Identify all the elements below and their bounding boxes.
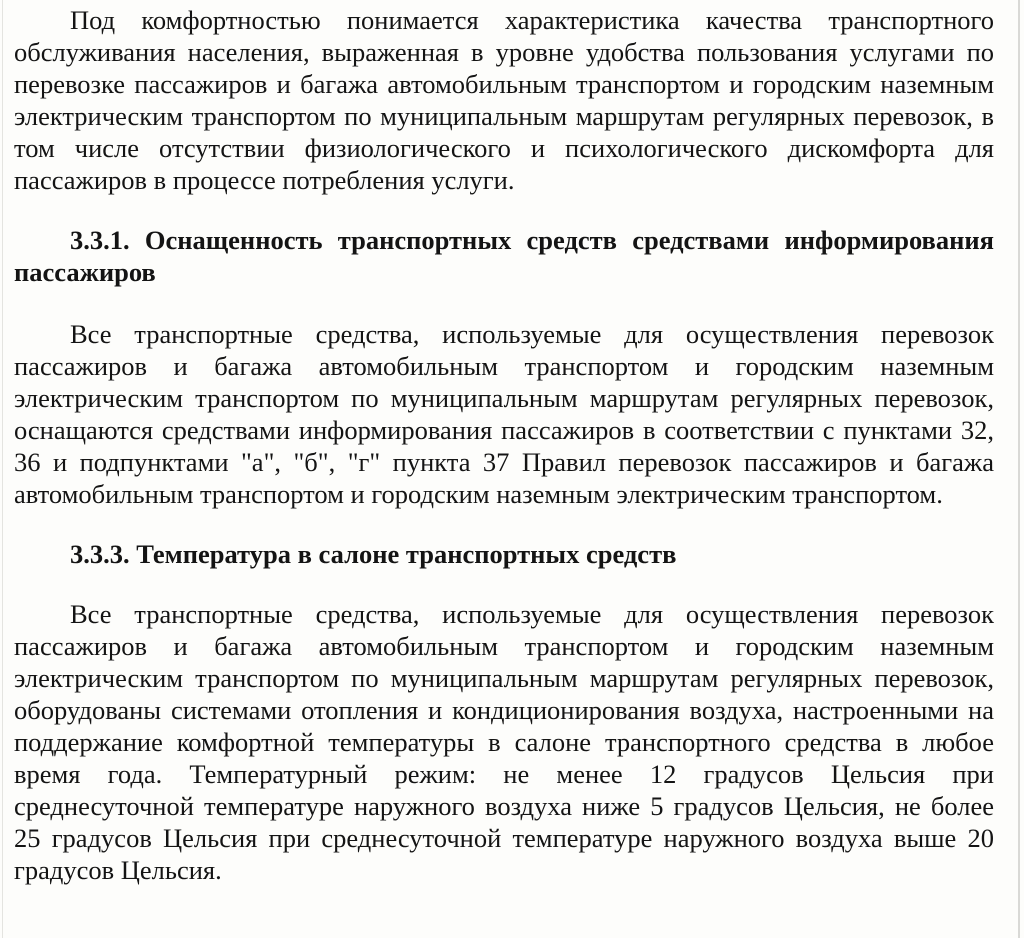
spacer (14, 510, 994, 538)
section-heading-3-3-1: 3.3.1. Оснащенность транспортных средств средствами информирования пассажиров (14, 225, 994, 287)
intro-paragraph: Под комфортностью понимается характеристика качества транспортного обслуживания населения, выраженная в уровне удобства пользования услугами по перевозке пассажиров и багажа автомобильным транспортом и городским наземным электрическим транспортом по муниципальным маршрутам регулярных перевозок, в том числе отсутствии физиологического и психологического дискомфорта для пассажиров в процессе потребления услуги. (14, 5, 994, 195)
spacer (14, 570, 994, 598)
section-body-3-3-1: Все транспортные средства, используемые для осуществления перевозок пассажиров и багажа автомобильным транспортом и городским наземным электрическим транспортом по муниципальным маршрутам регулярных перевозок, оснащаются средствами информирования пассажиров в соответствии с пунктами 32, 36 и подпунктами "а", "б", "г" пункта 37 Правил перевозок пассажиров и багажа автомобильным транспортом и городским наземным электрическим транспортом. (14, 319, 994, 509)
spacer (14, 288, 994, 318)
section-body-3-3-3: Все транспортные средства, используемые для осуществления перевозок пассажиров и багажа автомобильным транспортом и городским наземным электрическим транспортом по муниципальным маршрутам регулярных перевозок, оборудованы системами отопления и кондиционирования воздуха, настроенными на поддержание комфортной температуры в салоне транспортного средства в любое время года. Температурный режим: не менее 12 градусов Цельсия при среднесуточной температуре наружного воздуха ниже 5 градусов Цельсия, не более 25 градусов Цельсия при среднесуточной температуре наружного воздуха выше 20 градусов Цельсия. (14, 599, 994, 885)
section-heading-3-3-3: 3.3.3. Температура в салоне транспортных средств (70, 539, 677, 569)
spacer (14, 196, 994, 224)
page-left-edge (2, 0, 3, 938)
page-right-edge (1018, 0, 1020, 938)
